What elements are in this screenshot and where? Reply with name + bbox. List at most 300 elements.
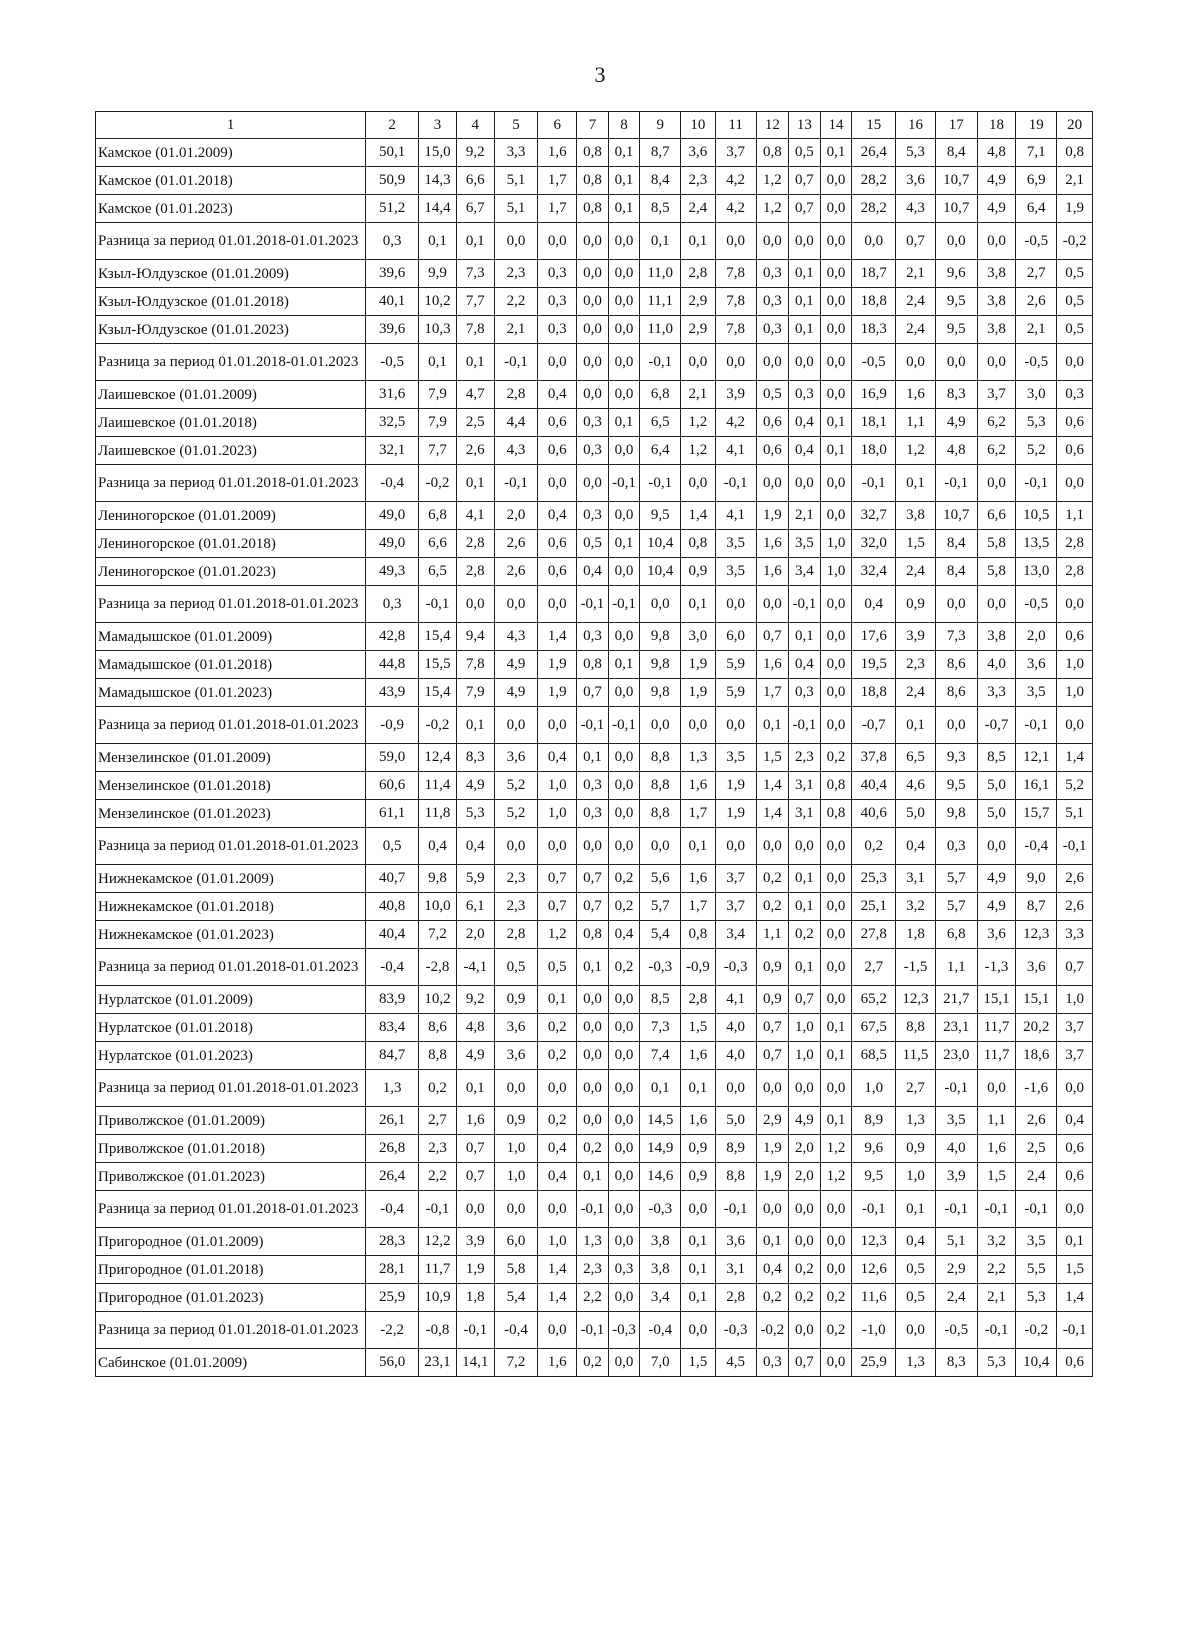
table-cell: -1,6 <box>1016 1070 1057 1107</box>
table-cell: 0,0 <box>608 223 640 260</box>
header-row <box>96 112 1093 139</box>
table-cell: 0,6 <box>756 409 789 437</box>
table-cell: -0,8 <box>419 1312 457 1349</box>
table-cell: 1,2 <box>681 409 716 437</box>
table-cell: 0,0 <box>820 707 852 744</box>
table-cell: 0,6 <box>538 558 577 586</box>
table-cell: 60,6 <box>366 772 419 800</box>
table-cell: 4,5 <box>715 1349 756 1377</box>
table-cell: 0,0 <box>681 465 716 502</box>
table-cell: 0,2 <box>577 1135 609 1163</box>
difference-row <box>96 1312 1093 1349</box>
table-cell: 0,0 <box>577 1070 609 1107</box>
table-cell: 1,1 <box>896 409 936 437</box>
table-cell: -0,1 <box>935 1070 977 1107</box>
table-cell: 11,7 <box>977 1014 1016 1042</box>
table-cell: 9,5 <box>935 772 977 800</box>
table-cell: -0,1 <box>640 465 681 502</box>
difference-row <box>96 586 1093 623</box>
table-cell: 0,5 <box>538 949 577 986</box>
table-cell: 2,6 <box>494 530 538 558</box>
table-cell: 18,8 <box>852 288 896 316</box>
table-cell: -0,3 <box>715 949 756 986</box>
table-cell: 0,1 <box>789 865 821 893</box>
table-row <box>96 921 1093 949</box>
table-cell: 0,1 <box>820 1042 852 1070</box>
table-cell: 1,6 <box>456 1107 494 1135</box>
table-cell: 2,8 <box>456 558 494 586</box>
table-cell: 2,3 <box>681 167 716 195</box>
difference-row <box>96 1191 1093 1228</box>
table-cell: 2,4 <box>896 316 936 344</box>
table-cell: 1,6 <box>756 530 789 558</box>
table-cell: 5,7 <box>640 893 681 921</box>
table-cell: 0,0 <box>608 828 640 865</box>
table-cell: 0,0 <box>715 707 756 744</box>
table-cell: 0,4 <box>1057 1107 1093 1135</box>
table-cell: 9,8 <box>640 651 681 679</box>
table-cell: 1,0 <box>538 800 577 828</box>
table-cell: 5,1 <box>494 167 538 195</box>
table-row <box>96 381 1093 409</box>
table-cell: 0,5 <box>1057 316 1093 344</box>
table-cell: 0,2 <box>789 1284 821 1312</box>
table-cell: 8,9 <box>852 1107 896 1135</box>
table-cell: 4,8 <box>935 437 977 465</box>
table-cell: 5,1 <box>935 1228 977 1256</box>
table-cell: 0,0 <box>1057 1191 1093 1228</box>
table-cell: 0,3 <box>577 772 609 800</box>
table-cell: 6,1 <box>456 893 494 921</box>
table-cell: 0,3 <box>538 316 577 344</box>
table-cell: 1,9 <box>756 502 789 530</box>
column-header-13: 13 <box>789 112 821 139</box>
table-cell: 1,9 <box>538 679 577 707</box>
table-cell: 6,2 <box>977 409 1016 437</box>
table-cell: 15,1 <box>1016 986 1057 1014</box>
table-cell: 5,0 <box>977 800 1016 828</box>
table-cell: 1,3 <box>896 1349 936 1377</box>
table-cell: 0,0 <box>896 1312 936 1349</box>
table-cell: 14,4 <box>419 195 457 223</box>
table-cell: 0,3 <box>577 409 609 437</box>
table-cell: 0,5 <box>494 949 538 986</box>
table-cell: 2,0 <box>494 502 538 530</box>
difference-row <box>96 707 1093 744</box>
table-cell: 0,1 <box>681 223 716 260</box>
table-cell: 6,5 <box>419 558 457 586</box>
table-cell: 0,0 <box>820 865 852 893</box>
column-header-14: 14 <box>820 112 852 139</box>
table-cell: 3,6 <box>494 1014 538 1042</box>
table-cell: 0,1 <box>456 465 494 502</box>
table-cell: 0,2 <box>756 893 789 921</box>
table-cell: 0,0 <box>577 381 609 409</box>
table-cell: 0,0 <box>820 586 852 623</box>
table-cell: 0,9 <box>681 558 716 586</box>
table-cell: 0,0 <box>789 465 821 502</box>
table-cell: 0,3 <box>538 260 577 288</box>
table-cell: -0,4 <box>366 1191 419 1228</box>
table-cell: 0,0 <box>577 465 609 502</box>
table-cell: 1,0 <box>538 772 577 800</box>
table-cell: -0,4 <box>366 465 419 502</box>
table-cell: 1,0 <box>789 1014 821 1042</box>
column-header-6: 6 <box>538 112 577 139</box>
table-cell: 0,0 <box>538 223 577 260</box>
table-row <box>96 288 1093 316</box>
table-cell: 14,6 <box>640 1163 681 1191</box>
table-cell: 6,5 <box>640 409 681 437</box>
table-cell: 0,0 <box>977 223 1016 260</box>
table-cell: 0,4 <box>538 744 577 772</box>
table-cell: 3,6 <box>715 1228 756 1256</box>
table-cell: 8,8 <box>640 744 681 772</box>
table-cell: 1,5 <box>681 1349 716 1377</box>
table-row <box>96 260 1093 288</box>
table-cell: 1,6 <box>538 139 577 167</box>
table-cell: 8,8 <box>640 772 681 800</box>
table-cell: 14,5 <box>640 1107 681 1135</box>
column-header-11: 11 <box>715 112 756 139</box>
table-cell: 1,4 <box>681 502 716 530</box>
table-cell: 1,4 <box>538 1256 577 1284</box>
table-cell: 0,3 <box>538 288 577 316</box>
table-cell: 5,9 <box>456 865 494 893</box>
table-row <box>96 1349 1093 1377</box>
table-cell: 0,8 <box>577 167 609 195</box>
table-cell: 0,0 <box>820 465 852 502</box>
table-cell: 2,8 <box>1057 558 1093 586</box>
table-cell: 8,8 <box>419 1042 457 1070</box>
table-cell: 1,2 <box>896 437 936 465</box>
table-cell: 0,0 <box>1057 465 1093 502</box>
column-header-20: 20 <box>1057 112 1093 139</box>
table-cell: 2,0 <box>789 1135 821 1163</box>
table-cell: 2,3 <box>789 744 821 772</box>
table-cell: 0,0 <box>608 344 640 381</box>
table-cell: 2,9 <box>681 288 716 316</box>
table-cell: 4,6 <box>896 772 936 800</box>
table-cell: 16,1 <box>1016 772 1057 800</box>
table-cell: 0,7 <box>577 893 609 921</box>
table-cell: 0,4 <box>789 409 821 437</box>
table-cell: -0,3 <box>640 949 681 986</box>
table-cell: 0,7 <box>756 623 789 651</box>
table-cell: 5,0 <box>715 1107 756 1135</box>
table-cell: 32,7 <box>852 502 896 530</box>
table-cell: 3,5 <box>715 744 756 772</box>
table-cell: 0,6 <box>538 437 577 465</box>
table-cell: 3,9 <box>896 623 936 651</box>
table-cell: -2,2 <box>366 1312 419 1349</box>
table-cell: 0,4 <box>456 828 494 865</box>
table-cell: 0,8 <box>577 651 609 679</box>
table-cell: 1,2 <box>681 437 716 465</box>
table-cell: 3,6 <box>896 167 936 195</box>
table-cell: 21,7 <box>935 986 977 1014</box>
table-cell: 4,9 <box>977 167 1016 195</box>
table-cell: 2,5 <box>1016 1135 1057 1163</box>
table-cell: 2,8 <box>456 530 494 558</box>
table-cell: 1,0 <box>1057 651 1093 679</box>
table-cell: 0,3 <box>756 1349 789 1377</box>
table-cell: 9,5 <box>935 316 977 344</box>
table-cell: 0,1 <box>608 409 640 437</box>
table-cell: 7,3 <box>456 260 494 288</box>
table-cell: 32,4 <box>852 558 896 586</box>
table-cell: 5,8 <box>977 530 1016 558</box>
table-cell: 2,3 <box>494 865 538 893</box>
column-header-15: 15 <box>852 112 896 139</box>
table-cell: -0,5 <box>1016 223 1057 260</box>
table-cell: -0,2 <box>1016 1312 1057 1349</box>
table-cell: 2,6 <box>1016 288 1057 316</box>
table-cell: 7,2 <box>494 1349 538 1377</box>
table-cell: 0,0 <box>456 1191 494 1228</box>
table-cell: 0,0 <box>789 1070 821 1107</box>
table-cell: -0,1 <box>789 707 821 744</box>
table-cell: 3,4 <box>789 558 821 586</box>
table-cell: 7,4 <box>640 1042 681 1070</box>
row-label: Мензелинское (01.01.2018) <box>96 772 366 800</box>
table-cell: 0,0 <box>820 502 852 530</box>
table-cell: 2,3 <box>896 651 936 679</box>
table-cell: 0,9 <box>756 949 789 986</box>
table-cell: 6,8 <box>935 921 977 949</box>
table-cell: 2,8 <box>681 260 716 288</box>
table-cell: 84,7 <box>366 1042 419 1070</box>
table-cell: 40,6 <box>852 800 896 828</box>
table-cell: 0,2 <box>538 1042 577 1070</box>
table-cell: 4,1 <box>715 437 756 465</box>
table-cell: 0,0 <box>820 1349 852 1377</box>
table-cell: -0,9 <box>681 949 716 986</box>
table-cell: 0,0 <box>608 1070 640 1107</box>
table-cell: 12,3 <box>1016 921 1057 949</box>
table-cell: 11,0 <box>640 260 681 288</box>
table-cell: 2,7 <box>852 949 896 986</box>
table-cell: -0,1 <box>419 586 457 623</box>
table-cell: 49,0 <box>366 530 419 558</box>
table-cell: 3,4 <box>640 1284 681 1312</box>
table-cell: 0,0 <box>608 800 640 828</box>
table-cell: 0,7 <box>538 893 577 921</box>
table-cell: 0,1 <box>896 707 936 744</box>
table-cell: 0,0 <box>494 828 538 865</box>
table-cell: 0,0 <box>1057 707 1093 744</box>
table-cell: 0,0 <box>608 437 640 465</box>
table-cell: 23,0 <box>935 1042 977 1070</box>
table-cell: 9,5 <box>935 288 977 316</box>
table-cell: 0,0 <box>608 1014 640 1042</box>
difference-row <box>96 223 1093 260</box>
table-cell: 0,0 <box>608 260 640 288</box>
table-cell: 1,0 <box>820 530 852 558</box>
table-cell: 0,0 <box>608 986 640 1014</box>
table-cell: 2,9 <box>935 1256 977 1284</box>
table-cell: 15,5 <box>419 651 457 679</box>
table-cell: 7,1 <box>1016 139 1057 167</box>
column-header-2: 2 <box>366 112 419 139</box>
table-cell: 2,3 <box>419 1135 457 1163</box>
table-cell: 7,9 <box>419 409 457 437</box>
table-cell: 3,6 <box>681 139 716 167</box>
table-cell: 5,5 <box>1016 1256 1057 1284</box>
table-cell: 44,8 <box>366 651 419 679</box>
table-cell: 2,1 <box>1057 167 1093 195</box>
column-header-1: 1 <box>96 112 366 139</box>
table-cell: 0,1 <box>538 986 577 1014</box>
table-cell: 5,8 <box>977 558 1016 586</box>
table-cell: 1,6 <box>681 1107 716 1135</box>
table-cell: 4,2 <box>715 409 756 437</box>
table-cell: 4,2 <box>715 195 756 223</box>
table-cell: 2,1 <box>494 316 538 344</box>
table-cell: 6,2 <box>977 437 1016 465</box>
table-cell: 4,9 <box>977 865 1016 893</box>
table-cell: 12,3 <box>896 986 936 1014</box>
table-cell: 0,4 <box>538 502 577 530</box>
table-cell: 0,0 <box>538 344 577 381</box>
table-cell: 5,9 <box>715 679 756 707</box>
table-cell: 6,7 <box>456 195 494 223</box>
table-cell: 0,0 <box>608 1135 640 1163</box>
difference-row <box>96 344 1093 381</box>
table-cell: -0,4 <box>494 1312 538 1349</box>
table-cell: 0,0 <box>977 344 1016 381</box>
table-cell: 0,1 <box>456 344 494 381</box>
table-cell: 0,0 <box>538 828 577 865</box>
table-cell: -0,1 <box>608 465 640 502</box>
table-cell: -0,1 <box>852 465 896 502</box>
table-cell: 2,2 <box>977 1256 1016 1284</box>
table-cell: 10,4 <box>640 558 681 586</box>
table-cell: 0,1 <box>896 1191 936 1228</box>
table-cell: 0,0 <box>756 586 789 623</box>
table-cell: 3,8 <box>977 316 1016 344</box>
table-cell: 0,8 <box>681 921 716 949</box>
table-cell: 0,1 <box>456 707 494 744</box>
table-cell: 0,3 <box>366 223 419 260</box>
table-cell: 8,4 <box>935 558 977 586</box>
table-cell: 42,8 <box>366 623 419 651</box>
table-row <box>96 651 1093 679</box>
table-cell: 0,1 <box>789 623 821 651</box>
table-cell: 0,7 <box>1057 949 1093 986</box>
table-cell: 0,0 <box>820 1070 852 1107</box>
table-cell: 4,1 <box>456 502 494 530</box>
table-cell: 0,3 <box>756 316 789 344</box>
table-row <box>96 679 1093 707</box>
table-cell: 0,1 <box>1057 1228 1093 1256</box>
table-cell: 40,7 <box>366 865 419 893</box>
table-cell: 6,0 <box>494 1228 538 1256</box>
table-cell: 0,4 <box>789 651 821 679</box>
table-cell: 0,0 <box>756 1070 789 1107</box>
table-cell: 2,0 <box>456 921 494 949</box>
table-cell: 1,0 <box>1057 986 1093 1014</box>
table-cell: 0,1 <box>681 828 716 865</box>
table-cell: 14,1 <box>456 1349 494 1377</box>
table-cell: 1,5 <box>756 744 789 772</box>
table-cell: 10,7 <box>935 502 977 530</box>
table-cell: 1,6 <box>756 558 789 586</box>
row-label: Разница за период 01.01.2018-01.01.2023 <box>96 707 366 744</box>
table-row <box>96 1284 1093 1312</box>
table-cell: 0,0 <box>577 288 609 316</box>
table-cell: 7,9 <box>419 381 457 409</box>
row-label: Лениногорское (01.01.2018) <box>96 530 366 558</box>
table-cell: 3,6 <box>1016 651 1057 679</box>
table-cell: 3,6 <box>494 1042 538 1070</box>
table-cell: 2,8 <box>494 381 538 409</box>
table-cell: 26,4 <box>366 1163 419 1191</box>
table-cell: 1,7 <box>538 195 577 223</box>
table-cell: 0,8 <box>577 139 609 167</box>
table-cell: 5,2 <box>494 772 538 800</box>
column-header-4: 4 <box>456 112 494 139</box>
table-row <box>96 558 1093 586</box>
table-cell: 3,6 <box>494 744 538 772</box>
table-cell: 25,1 <box>852 893 896 921</box>
table-cell: -0,1 <box>1016 707 1057 744</box>
table-cell: 1,7 <box>681 800 716 828</box>
table-cell: 0,1 <box>896 465 936 502</box>
table-cell: 0,8 <box>820 772 852 800</box>
table-cell: 4,3 <box>494 623 538 651</box>
table-cell: 0,4 <box>789 437 821 465</box>
row-label: Лаишевское (01.01.2023) <box>96 437 366 465</box>
table-cell: 10,2 <box>419 986 457 1014</box>
table-cell: 7,8 <box>456 651 494 679</box>
column-header-5: 5 <box>494 112 538 139</box>
table-cell: 0,0 <box>977 1070 1016 1107</box>
table-cell: 0,0 <box>715 1070 756 1107</box>
table-cell: 0,3 <box>577 800 609 828</box>
table-cell: 0,7 <box>756 1042 789 1070</box>
data-table <box>95 111 1093 1377</box>
table-cell: 28,2 <box>852 167 896 195</box>
table-cell: 1,4 <box>756 800 789 828</box>
table-cell: 0,0 <box>820 986 852 1014</box>
table-cell: 4,3 <box>896 195 936 223</box>
table-cell: 12,3 <box>852 1228 896 1256</box>
table-cell: 0,7 <box>756 1014 789 1042</box>
table-cell: 3,1 <box>789 800 821 828</box>
table-cell: 40,4 <box>366 921 419 949</box>
table-cell: 0,1 <box>419 344 457 381</box>
row-label: Камское (01.01.2018) <box>96 167 366 195</box>
table-cell: 9,4 <box>456 623 494 651</box>
table-cell: 3,7 <box>977 381 1016 409</box>
table-cell: 4,0 <box>935 1135 977 1163</box>
table-cell: 1,4 <box>1057 1284 1093 1312</box>
table-cell: 2,8 <box>715 1284 756 1312</box>
table-cell: 9,9 <box>419 260 457 288</box>
table-cell: 1,0 <box>494 1163 538 1191</box>
table-cell: 2,7 <box>1016 260 1057 288</box>
table-cell: 2,9 <box>756 1107 789 1135</box>
table-cell: 9,8 <box>935 800 977 828</box>
table-cell: -1,0 <box>852 1312 896 1349</box>
table-cell: 3,7 <box>715 893 756 921</box>
table-cell: 1,5 <box>977 1163 1016 1191</box>
table-cell: 0,5 <box>789 139 821 167</box>
table-cell: 0,1 <box>640 1070 681 1107</box>
row-label: Разница за период 01.01.2018-01.01.2023 <box>96 344 366 381</box>
table-cell: 0,4 <box>852 586 896 623</box>
